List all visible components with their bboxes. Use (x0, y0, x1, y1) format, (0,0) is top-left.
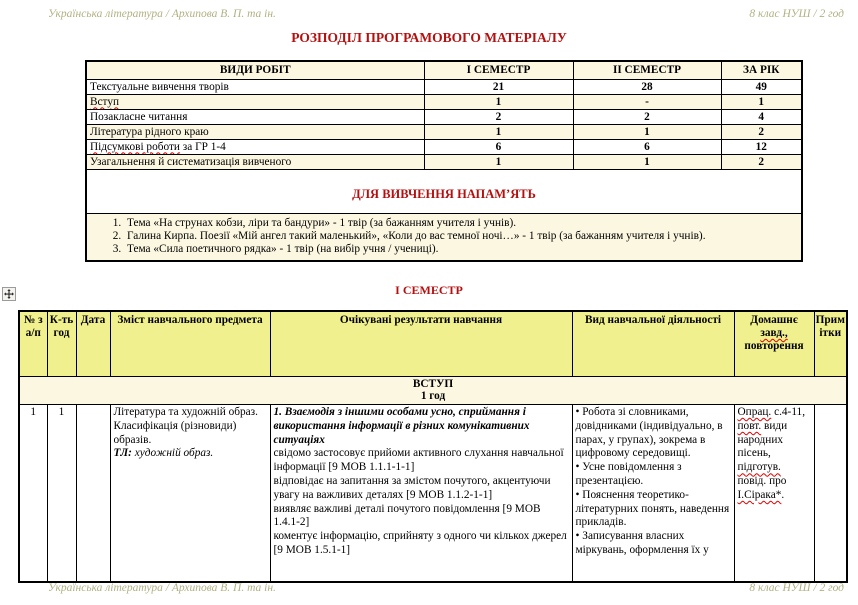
memorize-list-row (86, 213, 802, 261)
plan-col-header-homework: Домашнє завд., повторення (734, 311, 814, 376)
footer-right-text: 8 клас НУШ / 2 год (749, 582, 844, 594)
list-item: 1. Тема «На струнах кобзи, ліри та бандури» - 1 твір (за бажанням учителя і учнів). (124, 217, 797, 230)
plan-col-header-outcomes: Очікувані результати навчання (270, 311, 572, 376)
misspelled-text: Опрац. (737, 406, 772, 419)
row-label: Література рідного краю (86, 124, 424, 139)
table-move-handle[interactable] (2, 287, 16, 301)
summary-col-header-vydy: ВИДИ РОБІТ (86, 61, 424, 79)
cell-homework: Опрац. с.4-11, повт. види народних пісень, підготув. повід. про І.Сірака*. (734, 405, 814, 582)
section-hours: 1 год (420, 390, 446, 403)
activity-item: • Пояснення теоретико-літературних понять, наведення прикладів. (575, 488, 730, 529)
table-row (86, 139, 802, 154)
plan-col-header-num: № за/п (19, 311, 47, 376)
summary-header-row (86, 61, 802, 79)
cell-num: 1 (19, 405, 47, 582)
cell-content (110, 405, 270, 582)
bullet-icon: • (575, 488, 580, 501)
memorize-title: ДЛЯ ВИВЧЕННЯ НАПАМ’ЯТЬ (86, 169, 802, 213)
lesson-theory-line: ТЛ: художній образ. (113, 447, 214, 460)
misspelled-text: І.Сірака* (737, 488, 782, 501)
section-row (19, 376, 847, 405)
outcome-item: свідомо застосовує прийоми активного слухання навчальної інформації [9 МОВ 1.1.1-1-1] (273, 447, 564, 474)
row-label: Текстуальне вивчення творів (86, 79, 424, 94)
cell-activity (572, 405, 734, 582)
section-title: ВСТУП (412, 377, 454, 390)
list-item: 3. Тема «Сила поетичного рядка» - 1 твір (на вибір учня / учениці). (124, 243, 797, 256)
year-value: 12 (721, 139, 802, 154)
lesson-row (19, 405, 847, 582)
bullet-icon: • (575, 461, 580, 474)
table-row (86, 79, 802, 94)
sem2-value: 6 (573, 139, 721, 154)
memorize-title-row (86, 169, 802, 213)
plan-col-header-content: Зміст навчального предмета (110, 311, 270, 376)
bullet-icon: • (575, 406, 580, 419)
sem2-value: 28 (573, 79, 721, 94)
misspelled-text: Підсумкові роботи (90, 140, 180, 153)
year-value: 2 (721, 154, 802, 169)
plan-col-header-activity: Вид навчальної діяльності (572, 311, 734, 376)
year-value: 2 (721, 124, 802, 139)
list-item: 2. Галина Кирпа. Поезії «Мій ангел такий маленький», «Коли до вас темної ночі…» - 1 твір (за бажанням учителя і учнів). (124, 230, 797, 243)
activity-item: • Усне повідомлення з презентацією. (575, 461, 682, 488)
page-header (48, 8, 844, 20)
summary-col-header-sem2: ІІ СЕМЕСТР (573, 61, 721, 79)
row-label (86, 94, 424, 109)
sem1-value: 21 (424, 79, 573, 94)
cell-date (76, 405, 110, 582)
section-cell (19, 376, 847, 405)
row-label: Позакласне читання (86, 109, 424, 124)
table-row (86, 109, 802, 124)
misspelled-text: повт. (737, 419, 762, 432)
doc-title: РОЗПОДІЛ ПРОГРАМОВОГО МАТЕРІАЛУ (291, 30, 567, 45)
sem1-value: 1 (424, 124, 573, 139)
memorize-list (86, 213, 802, 261)
footer-left-text: Українська література / Архипова В. П. та ін. (48, 582, 276, 594)
activity-item: • Записування власних міркувань, оформлення їх у (575, 530, 709, 557)
outcomes-lead: 1. Взаємодія з іншими особами усно, сприймання і використання інформації в різних комунікативних ситуаціях (273, 406, 530, 446)
header-right-text: 8 клас НУШ / 2 год (749, 8, 844, 20)
year-value: 1 (721, 94, 802, 109)
plan-col-header-date: Дата (76, 311, 110, 376)
plan-col-header-hours: К-ть год (47, 311, 76, 376)
outcome-item: коментує інформацію, сприйняту з одного чи кількох джерел [9 МОВ 1.5.1-1] (273, 530, 567, 557)
summary-table (85, 60, 803, 262)
header-left-text: Українська література / Архипова В. П. та ін. (48, 8, 276, 20)
semester-heading: І СЕМЕСТР (395, 283, 463, 297)
row-label: Узагальнення й систематизація вивченого (86, 154, 424, 169)
sem1-value: 1 (424, 94, 573, 109)
year-value: 4 (721, 109, 802, 124)
sem1-value: 2 (424, 109, 573, 124)
summary-col-header-year: ЗА РІК (721, 61, 802, 79)
cell-hours: 1 (47, 405, 76, 582)
sem1-value: 6 (424, 139, 573, 154)
page-footer (48, 582, 844, 594)
sem2-value: 1 (573, 154, 721, 169)
outcome-item: відповідає на запитання за змістом почутого, акцентуючи увагу на важливих деталях [9 МОВ 1.1.2-1-1] (273, 475, 551, 501)
table-row (86, 94, 802, 109)
year-value: 49 (721, 79, 802, 94)
plan-col-header-notes: Примітки (814, 311, 847, 376)
summary-col-header-sem1: І СЕМЕСТР (424, 61, 573, 79)
four-way-arrow-icon (4, 289, 14, 299)
row-label: Підсумкові роботи за ГР 1-4 (86, 139, 424, 154)
sem2-value: 1 (573, 124, 721, 139)
table-row (86, 124, 802, 139)
cell-notes (814, 405, 847, 582)
bullet-icon: • (575, 530, 580, 543)
misspelled-text: підготув. (737, 461, 781, 474)
plan-table (18, 310, 848, 583)
misspelled-text: завд., (760, 327, 788, 340)
activity-item: • Робота зі словниками, довідниками (індивідуально, в парах, у групах), зокрема в цифровому середовищі. (575, 406, 723, 460)
sem2-value: 2 (573, 109, 721, 124)
outcome-item: виявляє важливі деталі почутого повідомлення [9 МОВ 1.4.1-2] (273, 502, 541, 529)
sem1-value: 1 (424, 154, 573, 169)
misspelled-text: Вступ (90, 95, 120, 108)
table-row (86, 154, 802, 169)
cell-outcomes (270, 405, 572, 582)
lesson-topic: Література та художній образ. Класифікація (різновиди) образів. (113, 406, 258, 446)
sem2-value: - (573, 94, 721, 109)
plan-header-row (19, 311, 847, 376)
